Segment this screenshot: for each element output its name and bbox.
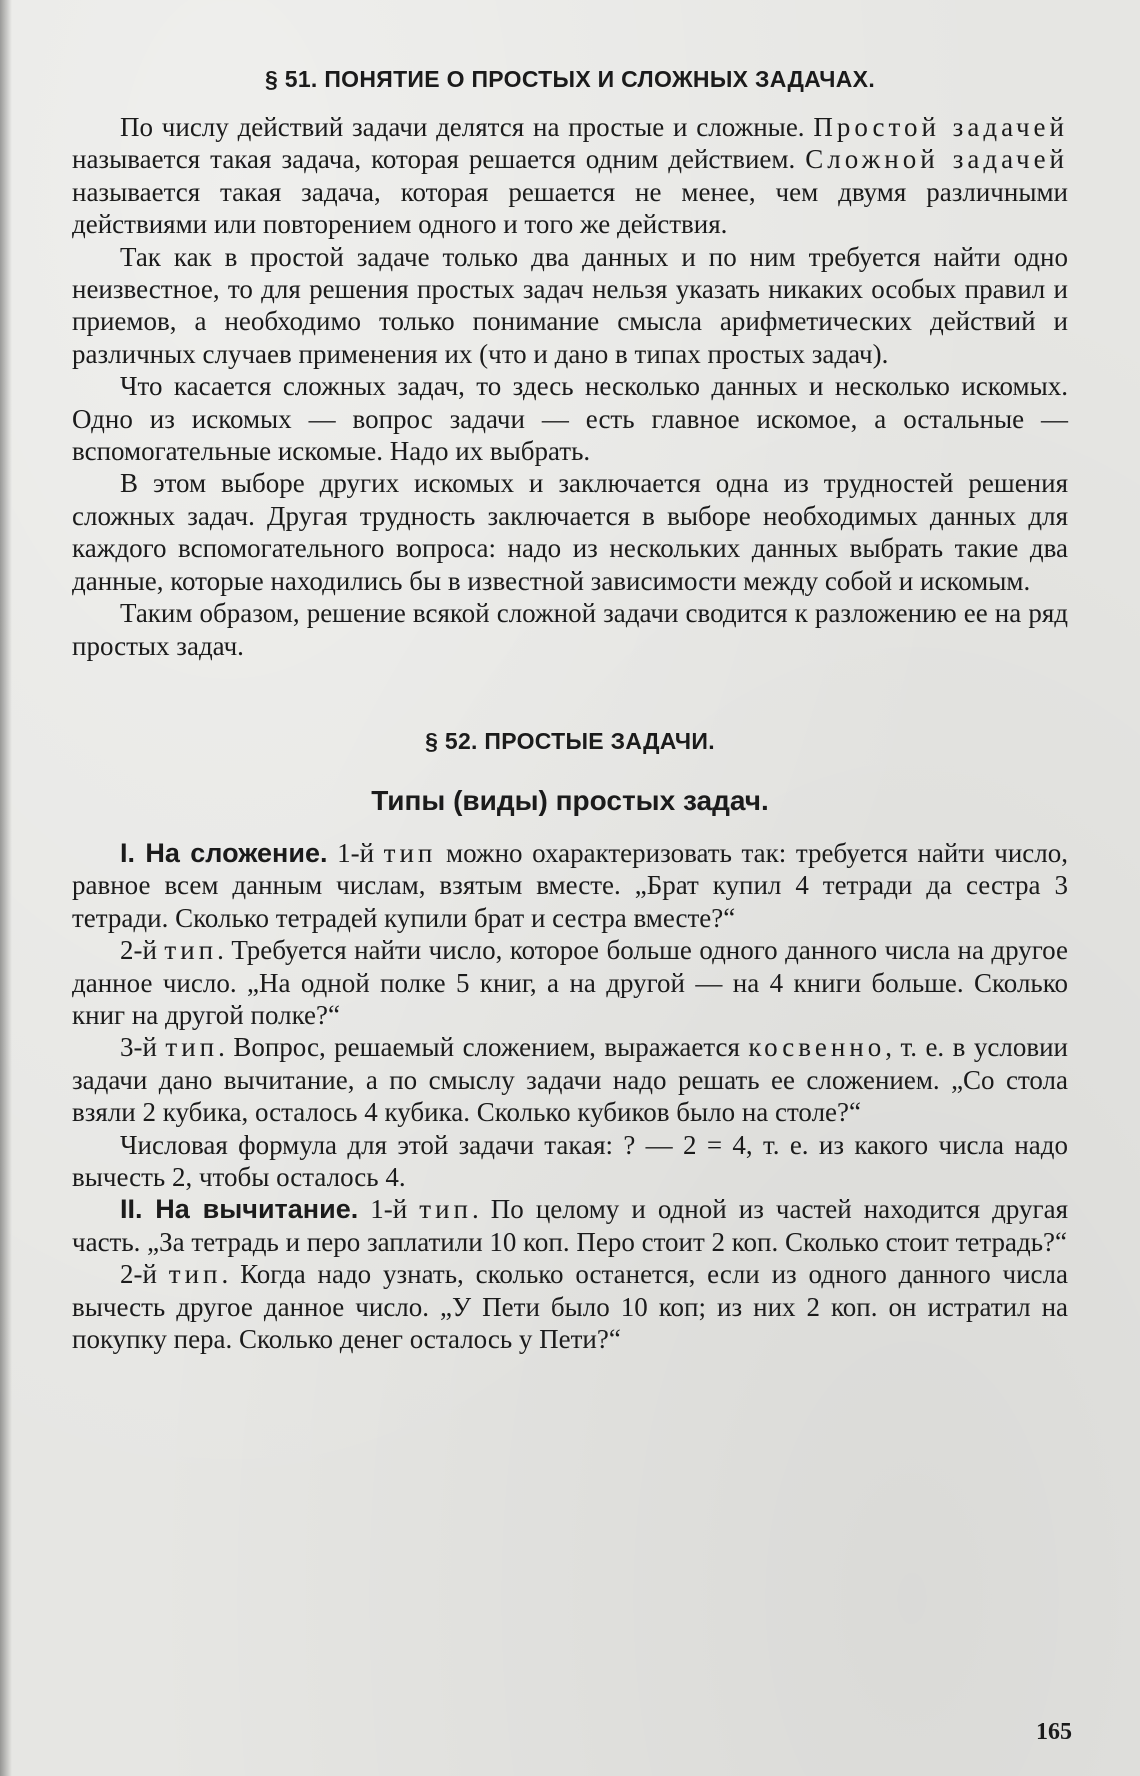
heading-addition: I. На сложение. [120,837,328,868]
paragraph-addition-type-1: I. На сложение. 1-й тип можно охарактеризовать так: требуется найти число, равное всем данным числам, взятым вместе. „Брат купил 4 тетради да сестра 3 тетради. Сколько тетрадей купили брат и сестра вместе?“ [72,837,1068,933]
term-indirectly: косвенно [748,1032,886,1063]
term-simple-problem: Простой задачей [813,112,1068,142]
page-number: 165 [1036,1719,1072,1745]
paragraph-subtraction-type-2: 2-й тип. Когда надо узнать, сколько останется, если из одного данного числа вычесть другое данное число. „У Пети было 10 коп; из них 2 коп. он истратил на покупку пера. Сколько денег осталось у Пети?“ [72,1259,1068,1354]
heading-subtraction: II. На вычитание. [120,1194,359,1225]
paragraph-difficulties: В этом выборе других искомых и заключается одна из трудностей решения сложных задач. Другая трудность заключается в выборе необходимых данных для каждого вспомогательного вопроса: надо из нескольких данных выбрать такие два данные, которые находились бы в известной зависимости между собой и искомым. [72,468,1068,596]
paragraph-addition-type-2: 2-й тип. Требуется найти число, которое больше одного данного числа на другое данное число. „На одной полке 5 книг, а на другой — на 4 книги больше. Сколько книг на другой полке?“ [72,935,1068,1030]
section-52-subtitle: Типы (виды) простых задач. [371,784,769,816]
term-complex-problem: Сложной задачей [805,144,1069,175]
paragraph-complex-problems: Что касается сложных задач, то здесь несколько данных и несколько искомых. Одно из искомых — вопрос задачи — есть главное искомое, а остальные — вспомогательные искомые. Надо их выбрать. [72,371,1068,467]
paragraph-simple-problems: Так как в простой задаче только два данных и по ним требуется найти одно неизвестное, то для решения простых задач нельзя указать никаких особых правил и приемов, а необходимо только понимание смысла арифметических действий и различных случаев применения их (что и дано в типах простых задач). [72,241,1068,369]
paragraph-conclusion: Таким образом, решение всякой сложной задачи сводится к разложению ее на ряд простых задач. [72,598,1068,661]
paragraph-addition-type-3: 3-й тип. Вопрос, решаемый сложением, выражается косвенно, т. е. в условии задачи дано вычитание, а по смыслу задачи надо решать ее сложением. „Со стола взяли 2 кубика, осталось 4 кубика. Сколько кубиков было на столе?“ [72,1032,1068,1128]
section-52-title: § 52. ПРОСТЫЕ ЗАДАЧИ. [425,727,715,754]
paragraph-numeric-formula: Числовая формула для этой задачи такая: ? — 2 = 4, т. е. из какого числа надо вычесть 2, чтобы осталось 4. [72,1129,1068,1192]
paragraph-simple-complex-definition: По числу действий задачи делятся на простые и сложные. Простой задачей называется такая задача, которая решается одним действием. Сложной задачей называется такая задача, которая решается не менее, чем двумя различными действиями или повторением одного и того же действия. [72,112,1069,240]
section-51-title: § 51. ПОНЯТИЕ О ПРОСТЫХ И СЛОЖНЫХ ЗАДАЧАХ. [264,66,876,92]
paragraph-subtraction-type-1: II. На вычитание. 1-й тип. По целому и одной из частей находится другая часть. „За тетрадь и перо заплатили 10 коп. Перо стоит 2 коп. Сколько стоит тетрадь?“ [72,1194,1068,1257]
page-edge-shadow [0,0,12,1776]
